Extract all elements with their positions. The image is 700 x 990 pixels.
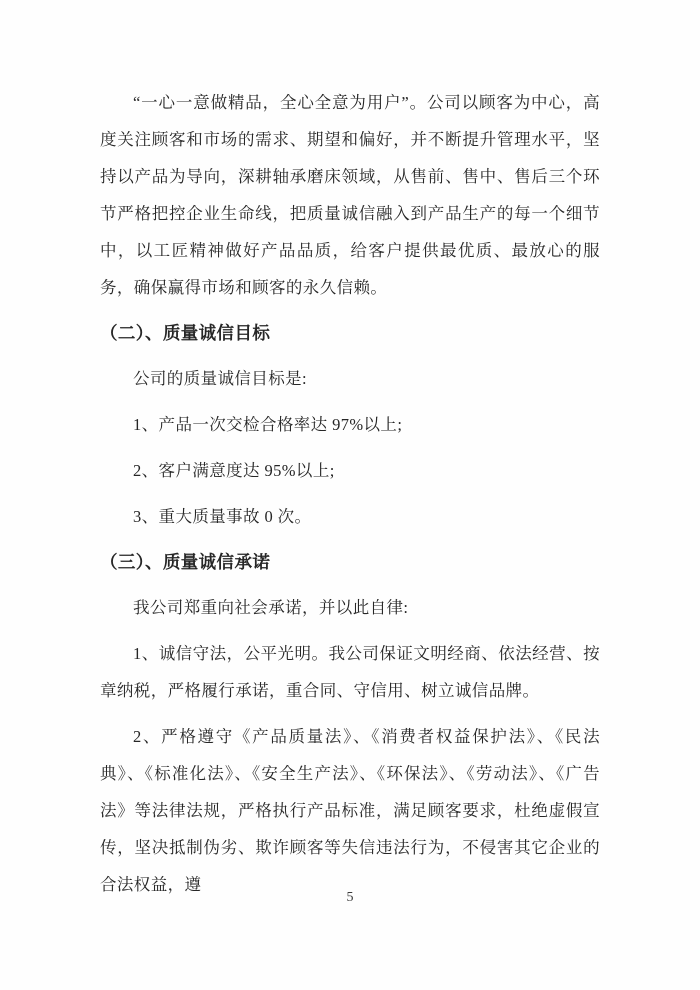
- list-item-goal-2: 2、客户满意度达 95%以上;: [133, 461, 335, 480]
- paragraph-commitment-1: 1、诚信守法，公平光明。我公司保证文明经商、依法经营、按章纳税，严格履行承诺，重合同、守信用、树立诚信品牌。: [100, 644, 600, 700]
- list-item-goal-3: 3、重大质量事故 0 次。: [133, 507, 312, 526]
- paragraph-quality-policy: “一心一意做精品，全心全意为用户”。公司以顾客为中心，高度关注顾客和市场的需求、期望和偏好，并不断提升管理水平，坚持以产品为导向，深耕轴承磨床领域，从售前、售中、售后三个环节严格把控企业生命线，把质量诚信融入到产品生产的每一个细节中，以工匠精神做好产品品质，给客户提供最优质、最放心的服务，确保赢得市场和顾客的永久信赖。: [100, 93, 600, 297]
- paragraph-goals-intro: 公司的质量诚信目标是:: [133, 369, 307, 388]
- heading-quality-integrity-goals: （二）、质量诚信目标: [100, 323, 271, 343]
- heading-quality-integrity-commitment: （三）、质量诚信承诺: [100, 552, 271, 572]
- list-item-goal-1: 1、产品一次交检合格率达 97%以上;: [133, 415, 403, 434]
- page-number: 5: [346, 890, 354, 905]
- paragraph-commitment-intro: 我公司郑重向社会承诺，并以此自律:: [133, 598, 409, 617]
- document-content: [100, 84, 600, 912]
- paragraph-commitment-2: 2、严格遵守《产品质量法》、《消费者权益保护法》、《民法典》、《标准化法》、《安全生产法》、《环保法》、《劳动法》、《广告法》等法律法规，严格执行产品标准，满足顾客要求，杜绝虚假宣传，坚决抵制伪劣、欺诈顾客等失信违法行为，不侵害其它企业的合法权益，遵: [100, 727, 600, 894]
